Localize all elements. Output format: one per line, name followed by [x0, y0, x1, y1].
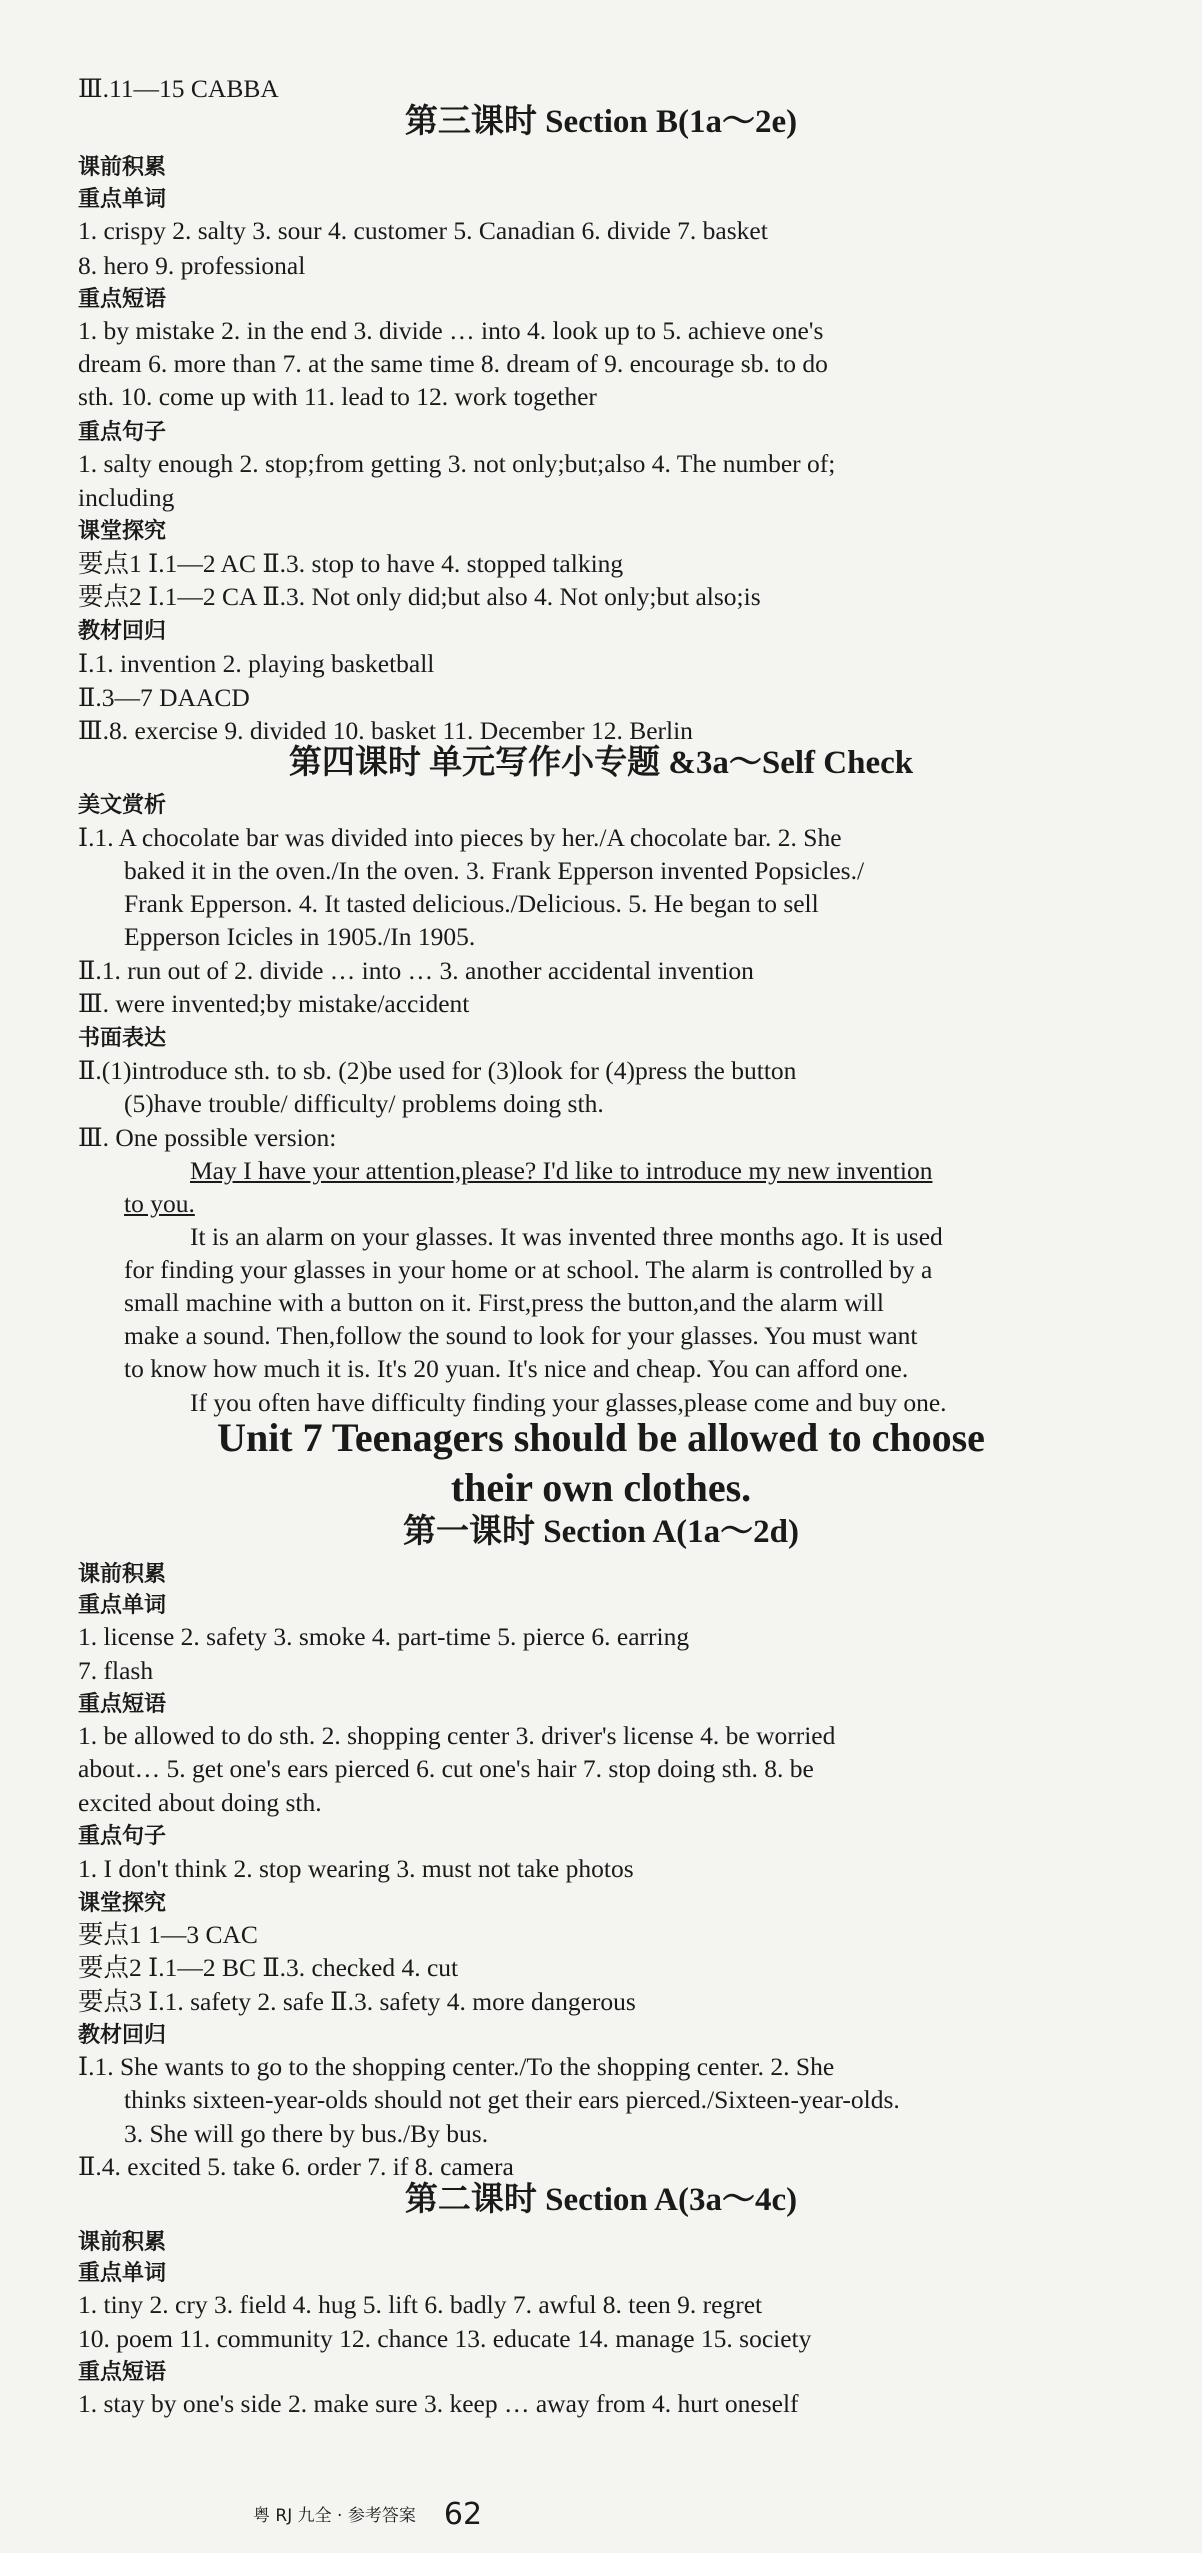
answer-line: dream 6. more than 7. at the same time 8. dream of 9. encourage sb. to do [78, 349, 828, 378]
answer-line: 1. crispy 2. salty 3. sour 4. customer 5. Canadian 6. divide 7. basket [78, 216, 768, 245]
answer-line: Ⅲ. were invented;by mistake/accident [78, 989, 470, 1018]
essay-line: small machine with a button on it. First,press the button,and the alarm will [124, 1288, 884, 1317]
answer-line: Ⅱ.3—7 DAACD [78, 683, 250, 712]
lesson-title: 第二课时 Section A(3a～4c) [404, 2182, 798, 2218]
lesson-title: 第一课时 Section A(1a～2d) [403, 1514, 799, 1550]
section-heading: 课前积累 [78, 2230, 167, 2255]
section-heading: 课堂探究 [78, 1891, 167, 1916]
answer-line: 10. poem 11. community 12. chance 13. educate 14. manage 15. society [78, 2324, 812, 2353]
answer-line: including [78, 483, 175, 512]
answer-line: 8. hero 9. professional [78, 251, 306, 280]
page-number: 62 [443, 2497, 483, 2532]
answer-line: 要点1 Ⅰ.1—2 AC Ⅱ.3. stop to have 4. stopped talking [78, 549, 624, 578]
underlined-line: to you. [124, 1189, 195, 1218]
answer-line: Frank Epperson. 4. It tasted delicious./Delicious. 5. He began to sell [124, 889, 819, 918]
answer-line: 7. flash [78, 1656, 154, 1685]
answer-line: Ⅱ.(1)introduce sth. to sb. (2)be used for (3)look for (4)press the button [78, 1056, 797, 1085]
answer-line: thinks sixteen-year-olds should not get their ears pierced./Sixteen-year-olds. [124, 2085, 900, 2114]
essay-line: It is an alarm on your glasses. It was invented three months ago. It is used [190, 1222, 943, 1251]
essay-line: for finding your glasses in your home or at school. The alarm is controlled by a [124, 1255, 933, 1284]
section-heading: 重点短语 [78, 1692, 167, 1717]
page-footer [253, 2497, 482, 2532]
footer-label: 粤 RJ 九全 · 参考答案 [253, 2506, 416, 2526]
unit-title: their own clothes. [450, 1465, 752, 1510]
answer-line: Ⅱ.1. run out of 2. divide … into … 3. another accidental invention [78, 956, 754, 985]
answer-line: about… 5. get one's ears pierced 6. cut one's hair 7. stop doing sth. 8. be [78, 1754, 814, 1783]
section-heading: 课堂探究 [78, 519, 167, 544]
answer-line: Ⅲ.8. exercise 9. divided 10. basket 11. December 12. Berlin [78, 716, 693, 745]
answer-line: Ⅰ.1. A chocolate bar was divided into pieces by her./A chocolate bar. 2. She [78, 823, 842, 852]
section-heading: 重点单词 [78, 2261, 167, 2286]
answer-line: Ⅲ. One possible version: [78, 1123, 337, 1152]
answer-line: excited about doing sth. [78, 1788, 322, 1817]
answer-line: 1. I don't think 2. stop wearing 3. must not take photos [78, 1854, 634, 1883]
answer-line: 要点2 Ⅰ.1—2 CA Ⅱ.3. Not only did;but also 4. Not only;but also;is [78, 582, 761, 611]
underlined-line: May I have your attention,please? I'd like to introduce my new invention [190, 1156, 933, 1185]
section-heading: 重点句子 [78, 420, 167, 445]
unit-title: Unit 7 Teenagers should be allowed to choose [217, 1415, 985, 1460]
answer-line: 要点2 Ⅰ.1—2 BC Ⅱ.3. checked 4. cut [78, 1953, 459, 1982]
answer-line: 1. tiny 2. cry 3. field 4. hug 5. lift 6. badly 7. awful 8. teen 9. regret [78, 2290, 763, 2319]
answer-line: baked it in the oven./In the oven. 3. Frank Epperson invented Popsicles./ [124, 856, 865, 885]
answer-line: 1. by mistake 2. in the end 3. divide … into 4. look up to 5. achieve one's [78, 316, 824, 345]
answer-line: sth. 10. come up with 11. lead to 12. work together [78, 382, 597, 411]
essay-line: to know how much it is. It's 20 yuan. It's nice and cheap. You can afford one. [124, 1354, 909, 1383]
answer-line: 1. license 2. safety 3. smoke 4. part-time 5. pierce 6. earring [78, 1622, 690, 1651]
answer-line: Ⅲ.11—15 CABBA [78, 74, 279, 103]
section-heading: 教材回归 [78, 619, 167, 644]
answer-line: 1. be allowed to do sth. 2. shopping center 3. driver's license 4. be worried [78, 1721, 836, 1750]
answer-line: 3. She will go there by bus./By bus. [124, 2119, 489, 2148]
section-heading: 重点短语 [78, 287, 167, 312]
section-heading: 美文赏析 [78, 793, 167, 818]
section-heading: 教材回归 [78, 2023, 167, 2048]
essay-line: make a sound. Then,follow the sound to look for your glasses. You must want [124, 1321, 918, 1350]
lesson-title: 第三课时 Section B(1a～2e) [404, 104, 798, 140]
essay-line: If you often have difficulty finding your glasses,please come and buy one. [190, 1388, 947, 1417]
section-heading: 重点短语 [78, 2360, 167, 2385]
answer-line: Epperson Icicles in 1905./In 1905. [124, 922, 476, 951]
answer-line: 1. stay by one's side 2. make sure 3. keep … away from 4. hurt oneself [78, 2389, 799, 2418]
answer-line: 要点1 1—3 CAC [78, 1920, 258, 1949]
answer-line: (5)have trouble/ difficulty/ problems doing sth. [124, 1089, 604, 1118]
section-heading: 课前积累 [78, 155, 167, 180]
lesson-title: 第四课时 单元写作小专题 &3a～Self Check [288, 745, 914, 781]
answer-line: 1. salty enough 2. stop;from getting 3. not only;but;also 4. The number of; [78, 449, 836, 478]
answer-line: 要点3 Ⅰ.1. safety 2. safe Ⅱ.3. safety 4. more dangerous [78, 1987, 636, 2016]
section-heading: 重点单词 [78, 1593, 167, 1618]
section-heading: 重点单词 [78, 187, 167, 212]
answer-line: Ⅱ.4. excited 5. take 6. order 7. if 8. camera [78, 2152, 514, 2181]
section-heading: 书面表达 [78, 1026, 167, 1051]
section-heading: 重点句子 [78, 1824, 167, 1849]
section-heading: 课前积累 [78, 1562, 167, 1587]
answer-line: Ⅰ.1. invention 2. playing basketball [78, 649, 435, 678]
answer-line: Ⅰ.1. She wants to go to the shopping center./To the shopping center. 2. She [78, 2052, 835, 2081]
